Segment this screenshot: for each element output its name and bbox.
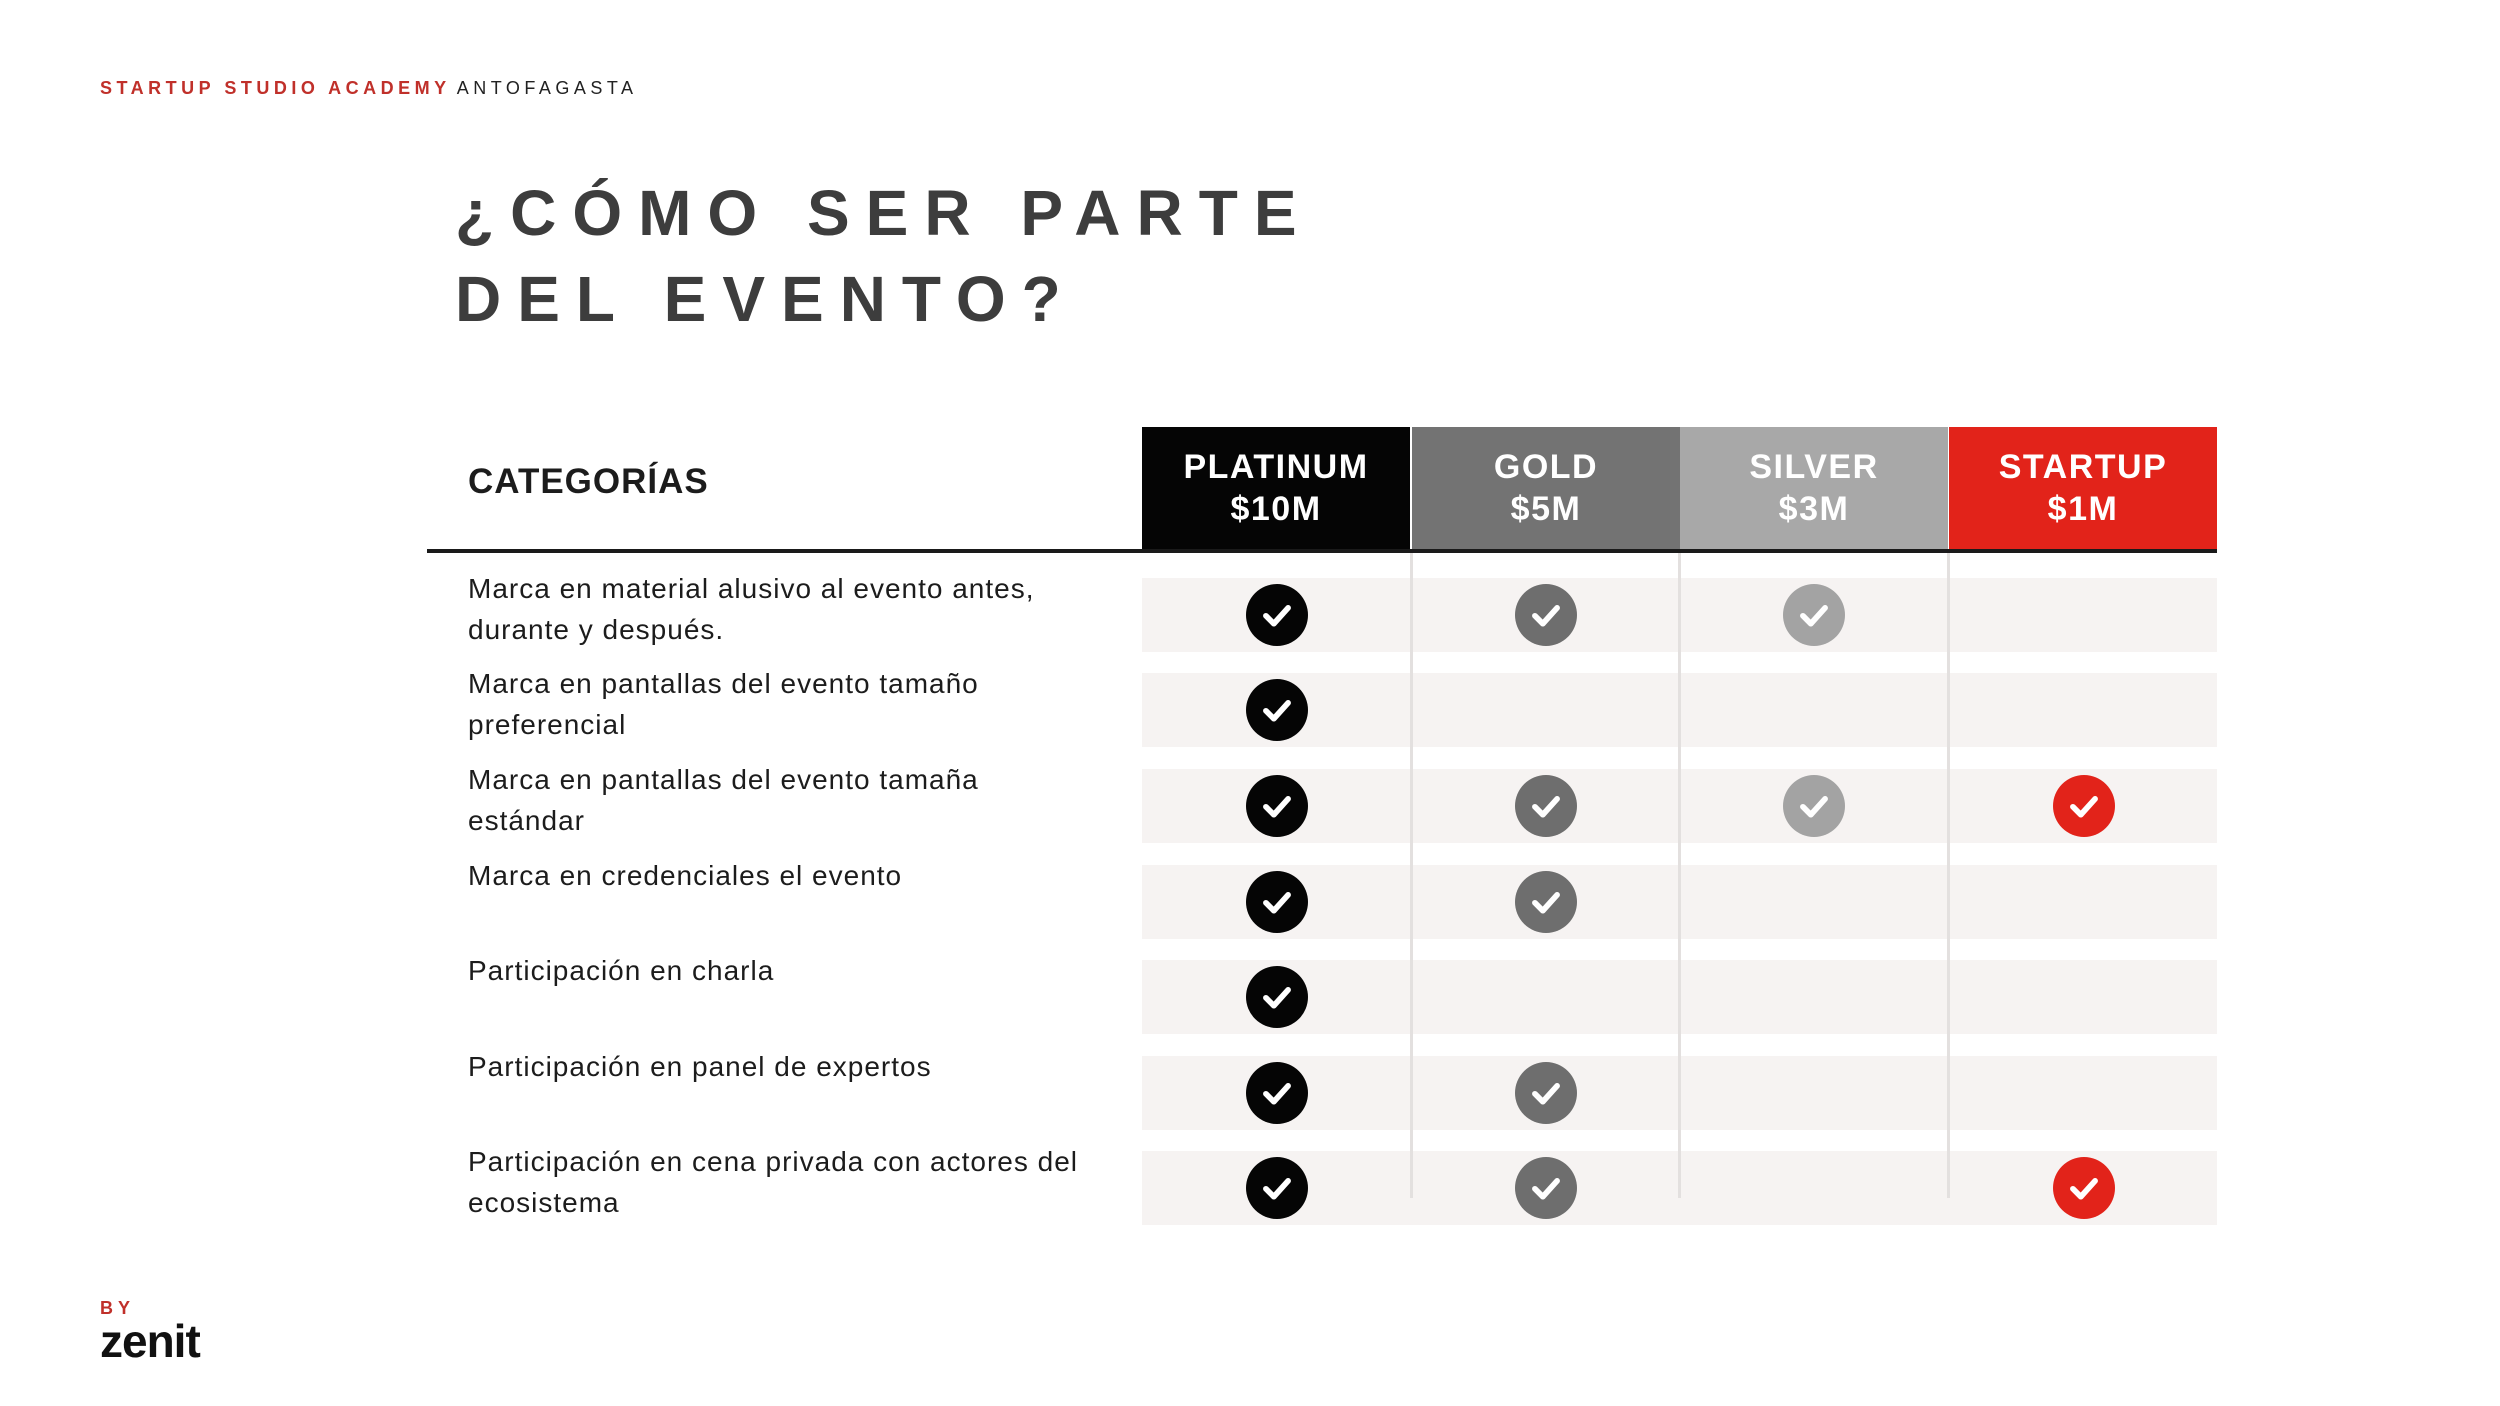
category-label: Participación en cena privada con actores del ecosistema: [468, 1146, 1079, 1218]
column-separator: [1410, 553, 1413, 1198]
tier-header-startup: [1949, 427, 2217, 549]
check-circle-icon: [1515, 871, 1577, 933]
check-circle-icon: [1246, 584, 1308, 646]
tier-header-platinum: [1142, 427, 1410, 549]
check-circle-icon: [1783, 584, 1845, 646]
tier-price: $3M: [1778, 490, 1850, 528]
tier-name: PLATINUM: [1183, 448, 1369, 486]
tier-name: STARTUP: [1998, 448, 2168, 486]
check-circle-icon: [1246, 1157, 1308, 1219]
category-label: Marca en pantallas del evento tamaña estándar: [468, 764, 979, 836]
check-circle-icon: [1246, 1062, 1308, 1124]
brand-location: ANTOFAGASTA: [456, 78, 638, 98]
tier-price: $10M: [1230, 490, 1322, 528]
tier-price: $5M: [1510, 490, 1582, 528]
tier-name: GOLD: [1493, 448, 1599, 486]
check-circle-icon: [1246, 679, 1308, 741]
check-circle-icon: [1515, 1157, 1577, 1219]
category-label: Participación en charla: [468, 955, 775, 986]
check-circle-icon: [2053, 1157, 2115, 1219]
footer-by: BY: [100, 1298, 136, 1318]
category-label: Marca en credenciales el evento: [468, 860, 903, 891]
category-label: Participación en panel de expertos: [468, 1051, 932, 1082]
brand-name: STARTUP STUDIO ACADEMY: [100, 78, 451, 98]
column-separator: [1947, 553, 1950, 1198]
check-circle-icon: [1515, 584, 1577, 646]
zenit-logo: zenit: [100, 1315, 200, 1367]
tier-price: $1M: [2047, 490, 2119, 528]
check-circle-icon: [1246, 966, 1308, 1028]
brand-line: [100, 78, 638, 99]
check-circle-icon: [1515, 775, 1577, 837]
tier-header-gold: [1412, 427, 1680, 549]
category-label: Marca en material alusivo al evento antes, durante y después.: [468, 573, 1035, 645]
category-label: Marca en pantallas del evento tamaño preferencial: [468, 668, 979, 740]
page-title: [455, 170, 1313, 342]
page-title-line-2: DEL EVENTO?: [455, 263, 1077, 335]
tier-header-silver: [1680, 427, 1948, 549]
check-circle-icon: [1246, 871, 1308, 933]
check-circle-icon: [1783, 775, 1845, 837]
tier-name: SILVER: [1749, 448, 1879, 486]
check-circle-icon: [1515, 1062, 1577, 1124]
page-title-line-1: ¿CÓMO SER PARTE: [455, 177, 1313, 249]
column-separator: [1678, 553, 1681, 1198]
categories-header: CATEGORÍAS: [468, 462, 709, 501]
check-circle-icon: [1246, 775, 1308, 837]
check-circle-icon: [2053, 775, 2115, 837]
